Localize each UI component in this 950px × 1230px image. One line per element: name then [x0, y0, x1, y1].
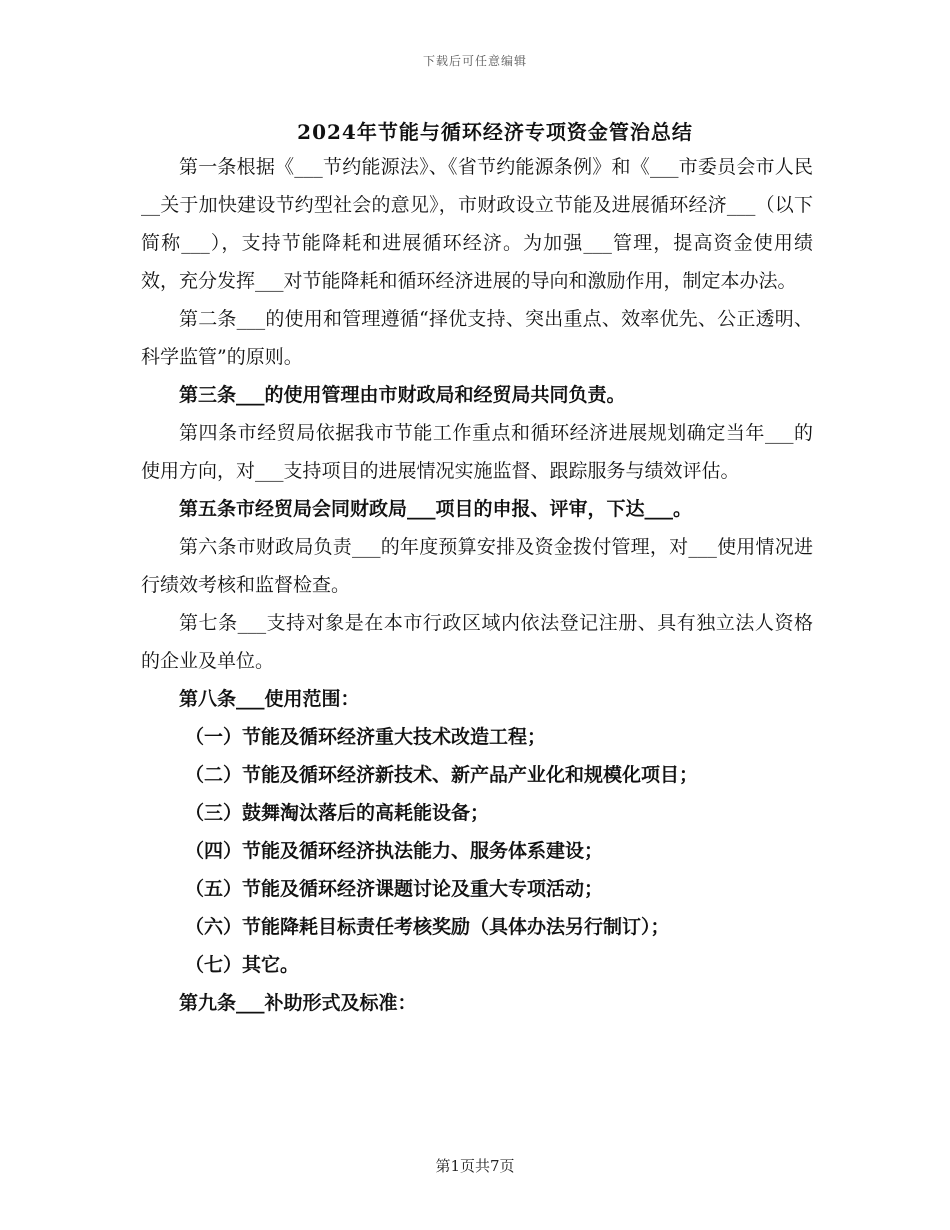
article-4: 第四条市经贸局依据我市节能工作重点和循环经济进展规划确定当年___的使用方向，对___支持项目的进展情况实施监督、跟踪服务与绩效评估。	[141, 422, 813, 482]
list-item: （六）节能降耗目标责任考核奖励（具体办法另行制订）；	[185, 916, 670, 938]
article-5: 第五条市经贸局会同财政局___项目的申报、评审，下达___。	[179, 498, 693, 520]
list-item: （二）节能及循环经济新技术、新产品产业化和规模化项目；	[185, 764, 699, 786]
article-9: 第九条___补助形式及标准：	[179, 992, 417, 1014]
list-item: （三）鼓舞淘汰落后的高耗能设备；	[185, 802, 490, 824]
article-1: 第一条根据《___节约能源法》、《省节约能源条例》和《___市委员会市人民__关于加快建设节约型社会的意见》，市财政设立节能及进展循环经济___（以下简称___），支持节能降耗和进展循环经济。为加强___管理，提高资金使用绩效，充分发挥___对节能降耗和循环经济进展的导向和激励作用，制定本办法。	[141, 156, 813, 292]
article-7: 第七条___支持对象是在本市行政区域内依法登记注册、具有独立法人资格的企业及单位。	[141, 612, 813, 672]
page-number: 第1页共7页	[435, 1157, 515, 1175]
list-item: （四）节能及循环经济执法能力、服务体系建设；	[185, 840, 604, 862]
usage-scope-list	[141, 718, 813, 984]
article-8: 第八条___使用范围：	[179, 688, 360, 710]
article-6: 第六条市财政局负责___的年度预算安排及资金拨付管理，对___使用情况进行绩效考核和监督检查。	[141, 536, 813, 596]
list-item: （一）节能及循环经济重大技术改造工程；	[185, 726, 547, 748]
list-item: （五）节能及循环经济课题讨论及重大专项活动；	[185, 878, 604, 900]
document-body	[141, 148, 813, 1022]
article-2: 第二条___的使用和管理遵循“择优支持、突出重点、效率优先、公正透明、科学监管”的原则。	[141, 308, 813, 368]
page-header-note: 下载后可任意编辑	[422, 54, 527, 68]
article-3: 第三条___的使用管理由市财政局和经贸局共同负责。	[179, 384, 626, 406]
list-item: （七）其它。	[185, 954, 300, 976]
document-title: 2024年节能与循环经济专项资金管治总结	[297, 120, 693, 144]
